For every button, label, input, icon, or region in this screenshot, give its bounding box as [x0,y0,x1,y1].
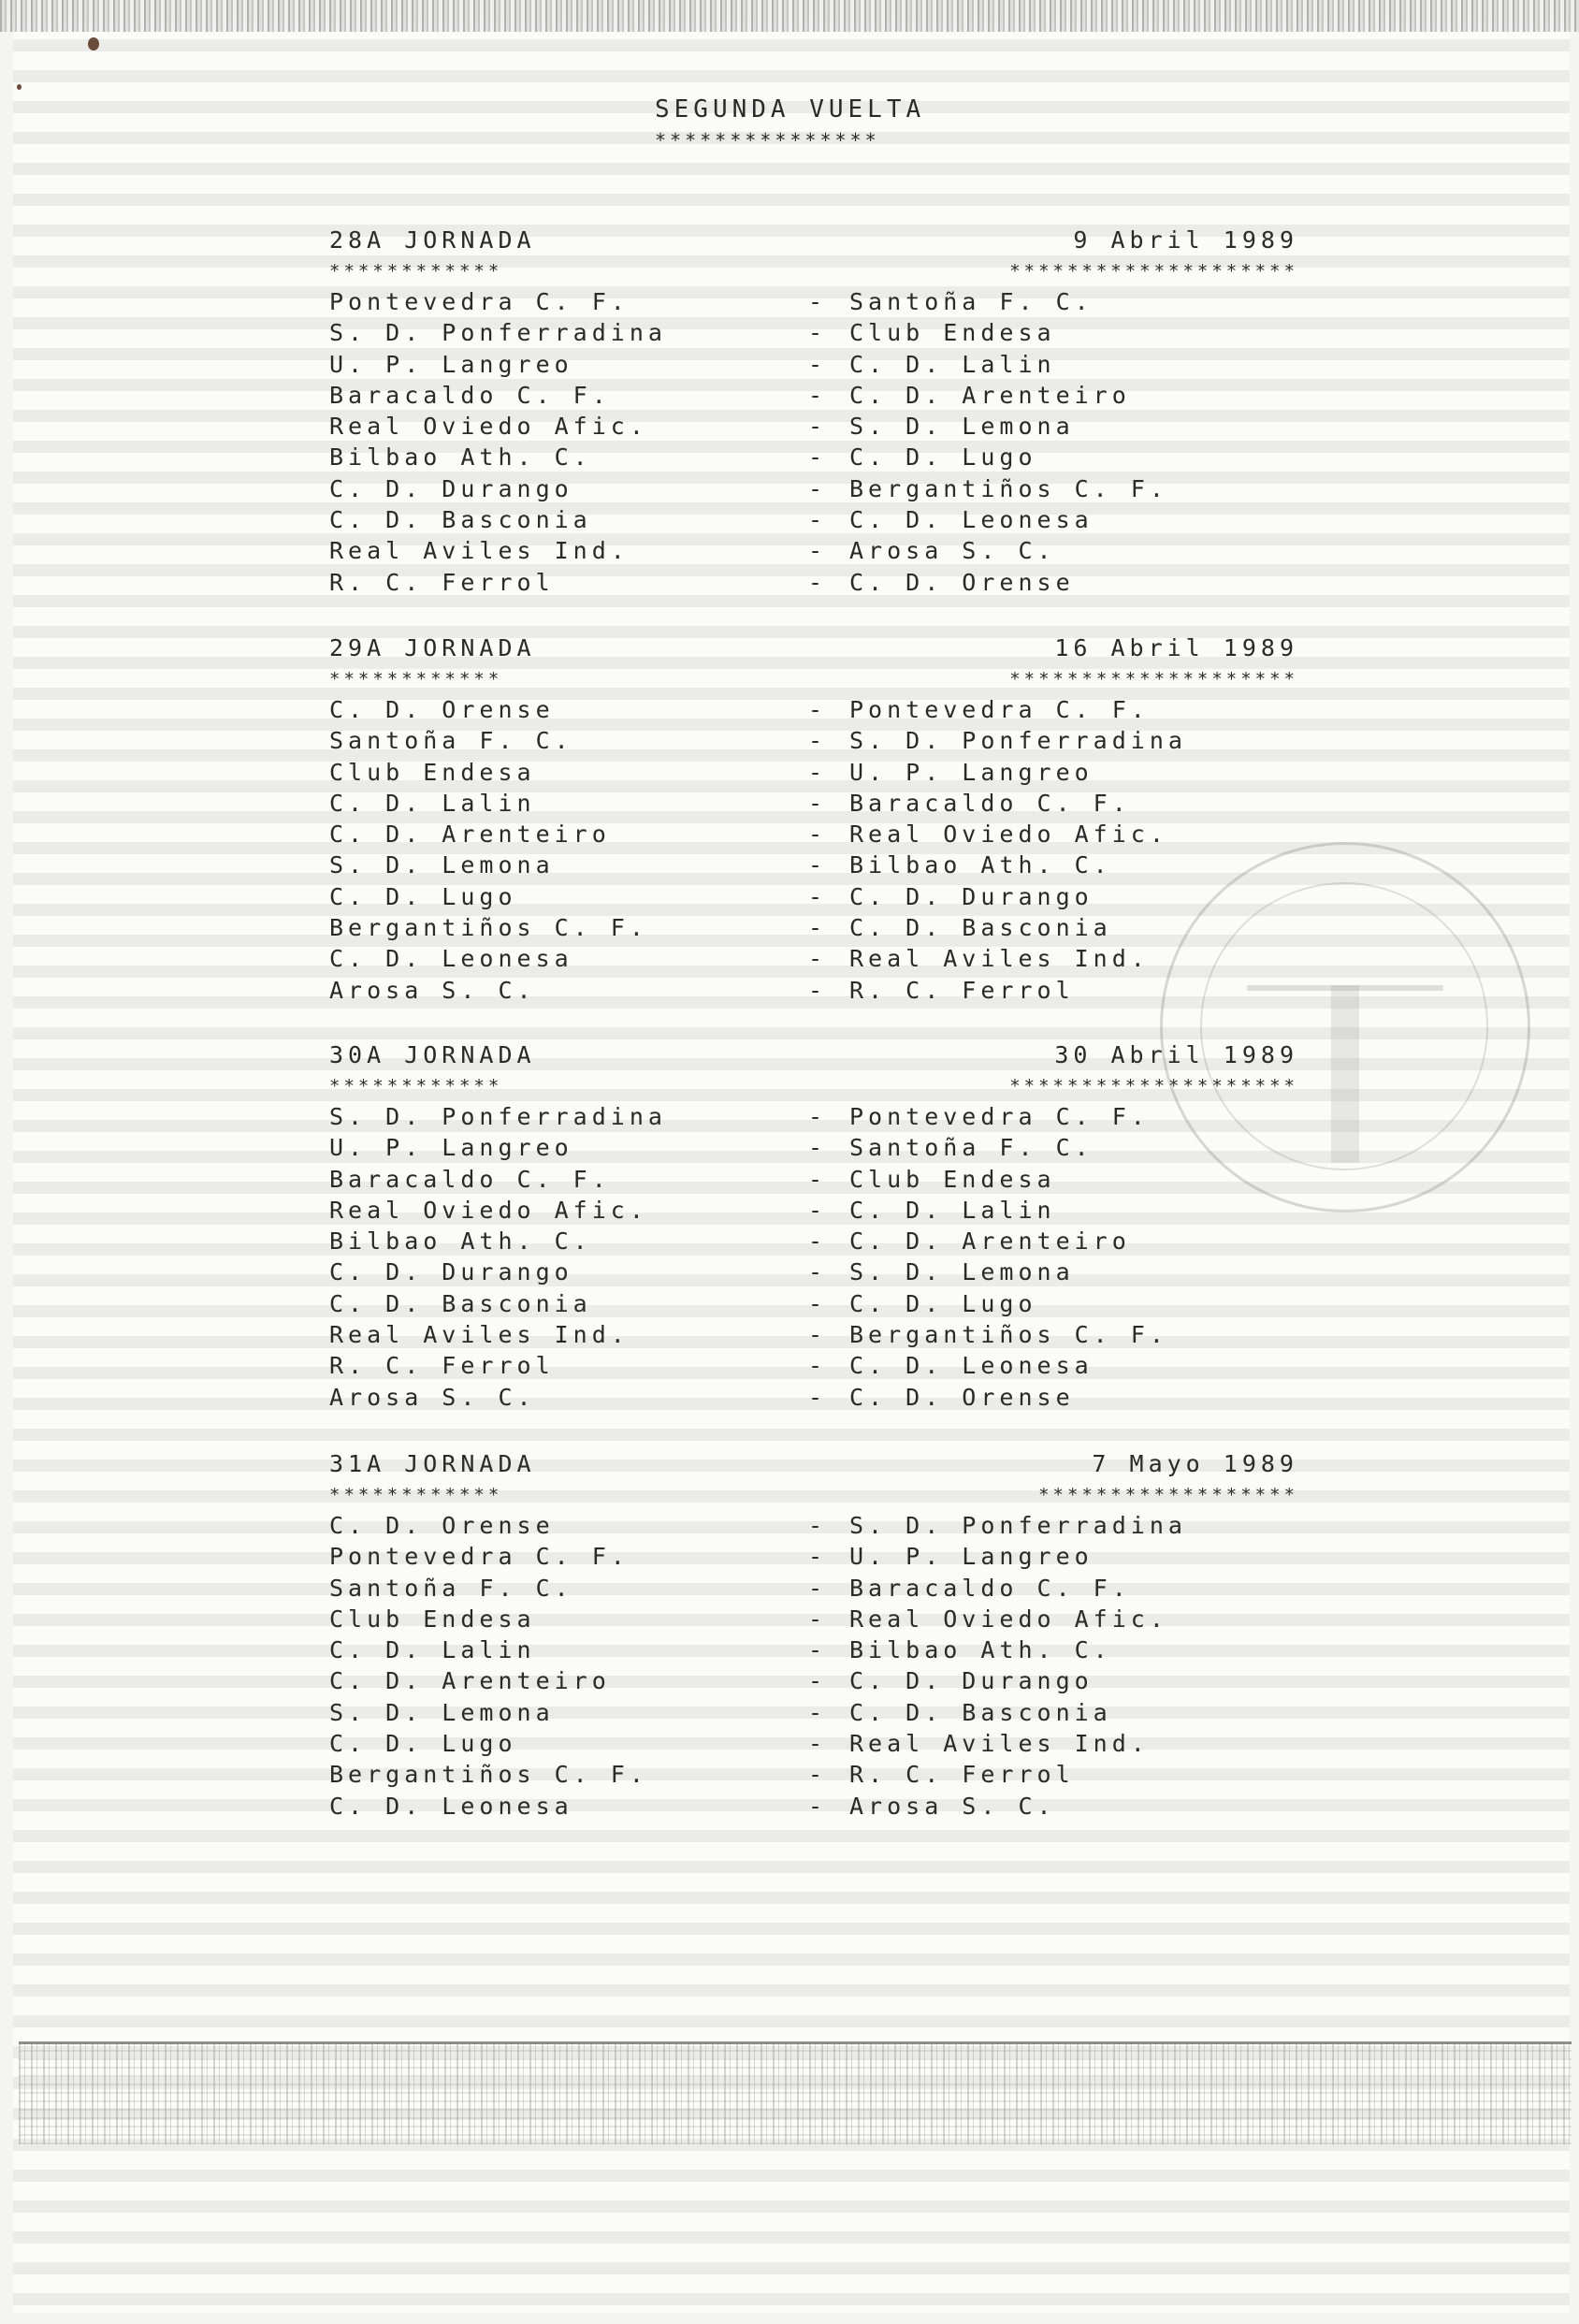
away-team: Real Aviles Ind. [849,1730,1150,1758]
round-label-stars: ************ [329,669,503,690]
round-block [329,225,1298,599]
away-team: Baracaldo C. F. [849,789,1131,817]
match-row [329,1164,1298,1195]
away-team: Pontevedra C. F. [849,1103,1150,1130]
home-team: Bergantiños C. F. [329,914,648,942]
home-team: R. C. Ferrol [329,1352,555,1380]
round-date-stars: ******************** [1009,1076,1298,1097]
away-team: C. D. Durango [849,882,1094,910]
match-separator: - [808,537,828,565]
away-team: C. D. Orense [849,568,1075,596]
round-block [329,1039,1298,1414]
away-team: Real Oviedo Afic. [849,821,1168,849]
match-row [329,850,1298,880]
match-separator: - [808,506,828,534]
match-row [329,442,1298,472]
match-separator: - [808,1512,828,1539]
away-team: Bilbao Ath. C. [849,1636,1112,1664]
match-row [329,912,1298,943]
match-separator: - [808,381,828,409]
home-team: C. D. Lugo [329,1730,517,1758]
match-row [329,1728,1298,1759]
match-row [329,725,1298,756]
match-separator: - [808,568,828,596]
match-separator: - [808,1383,828,1411]
away-team: C. D. Lugo [849,1289,1037,1317]
match-row [329,1604,1298,1634]
away-team: Bilbao Ath. C. [849,851,1112,879]
round-date: 9 Abril 1989 [1073,226,1298,254]
match-separator: - [808,1636,828,1664]
away-team: Santoña F. C. [849,1134,1094,1162]
away-team: C. D. Lalin [849,350,1056,378]
home-team: Real Oviedo Afic. [329,413,648,441]
away-team: C. D. Basconia [849,914,1112,942]
home-team: C. D. Lalin [329,1636,536,1664]
away-team: C. D. Leonesa [849,1352,1094,1380]
round-block [329,632,1298,1007]
paper-stain [88,37,99,51]
match-separator: - [808,945,828,973]
page-title: SEGUNDA VUELTA [655,95,926,123]
match-separator: - [808,1792,828,1820]
round-date: 7 Mayo 1989 [1092,1450,1298,1477]
away-team: Club Endesa [849,1165,1056,1193]
match-row [329,1510,1298,1541]
home-team: C. D. Arenteiro [329,1667,611,1695]
match-separator: - [808,1761,828,1789]
round-label-stars: ************ [329,1076,503,1097]
home-team: C. D. Leonesa [329,1792,573,1820]
away-team: C. D. Lalin [849,1196,1056,1224]
match-separator: - [808,350,828,378]
away-team: C. D. Durango [849,1667,1094,1695]
round-date-stars: ******************** [1009,669,1298,690]
home-team: Real Aviles Ind. [329,537,630,565]
home-team: Baracaldo C. F. [329,381,611,409]
home-team: C. D. Arenteiro [329,821,611,849]
match-row [329,535,1298,566]
away-team: Real Oviedo Afic. [849,1605,1168,1633]
match-row [329,1226,1298,1256]
round-date-stars: ****************** [1038,1485,1298,1505]
match-row [329,943,1298,974]
match-row [329,1319,1298,1350]
match-row [329,1791,1298,1822]
home-team: Arosa S. C. [329,1383,536,1411]
home-team: C. D. Orense [329,1512,555,1539]
scan-noise-bottom [19,2041,1572,2144]
home-team: Bilbao Ath. C. [329,443,592,472]
away-team: S. D. Ponferradina [849,727,1187,755]
match-row [329,881,1298,912]
away-team: C. D. Basconia [849,1698,1112,1726]
match-row [329,1634,1298,1665]
match-row [329,411,1298,442]
away-team: Arosa S. C. [849,1792,1056,1820]
home-team: S. D. Ponferradina [329,319,667,347]
match-separator: - [808,727,828,755]
match-row [329,473,1298,504]
match-separator: - [808,758,828,786]
match-row [329,1195,1298,1226]
away-team: C. D. Leonesa [849,506,1094,534]
away-team: S. D. Lemona [849,413,1075,441]
home-team: R. C. Ferrol [329,568,555,596]
away-team: Bergantiños C. F. [849,474,1168,502]
match-row [329,1288,1298,1319]
match-separator: - [808,443,828,472]
match-row [329,1665,1298,1696]
home-team: Santoña F. C. [329,727,573,755]
home-team: Bergantiños C. F. [329,1761,648,1789]
away-team: C. D. Lugo [849,443,1037,472]
home-team: Santoña F. C. [329,1574,573,1602]
home-team: Baracaldo C. F. [329,1165,611,1193]
home-team: S. D. Lemona [329,1698,555,1726]
match-row [329,317,1298,348]
match-separator: - [808,696,828,723]
match-row [329,757,1298,788]
home-team: C. D. Basconia [329,1289,592,1317]
round-label-stars: ************ [329,1485,503,1505]
match-separator: - [808,1134,828,1162]
away-team: S. D. Ponferradina [849,1512,1187,1539]
away-team: R. C. Ferrol [849,1761,1075,1789]
match-row [329,1132,1298,1163]
match-row [329,1382,1298,1413]
away-team: Real Aviles Ind. [849,945,1150,973]
match-separator: - [808,1574,828,1602]
match-separator: - [808,821,828,849]
match-separator: - [808,1543,828,1571]
away-team: Baracaldo C. F. [849,1574,1131,1602]
home-team: C. D. Lalin [329,789,536,817]
away-team: S. D. Lemona [849,1258,1075,1286]
home-team: S. D. Ponferradina [329,1103,667,1130]
match-separator: - [808,1698,828,1726]
match-separator: - [808,1321,828,1349]
match-separator: - [808,914,828,942]
match-list [329,1101,1298,1413]
scan-edge-top [0,0,1579,32]
match-separator: - [808,976,828,1004]
round-label-stars: ************ [329,261,503,282]
match-separator: - [808,1103,828,1130]
away-team: U. P. Langreo [849,758,1094,786]
match-separator: - [808,288,828,315]
home-team: C. D. Basconia [329,506,592,534]
paper-stain [17,84,22,90]
away-team: C. D. Orense [849,1383,1075,1411]
round-block [329,1448,1298,1823]
match-row [329,286,1298,317]
away-team: R. C. Ferrol [849,976,1075,1004]
match-row [329,1573,1298,1604]
match-row [329,380,1298,411]
match-separator: - [808,1258,828,1286]
match-separator: - [808,1605,828,1633]
away-team: Pontevedra C. F. [849,696,1150,723]
match-separator: - [808,1289,828,1317]
match-row [329,694,1298,725]
match-row [329,1759,1298,1790]
match-separator: - [808,851,828,879]
match-separator: - [808,413,828,441]
away-team: Santoña F. C. [849,288,1094,315]
match-row [329,1256,1298,1287]
match-row [329,567,1298,598]
match-row [329,1697,1298,1728]
round-label: 29A JORNADA [329,634,536,661]
title-underline-stars: *************** [655,129,880,152]
match-list [329,1510,1298,1822]
match-separator: - [808,1165,828,1193]
away-team: Arosa S. C. [849,537,1056,565]
match-row [329,1541,1298,1572]
home-team: C. D. Orense [329,696,555,723]
match-separator: - [808,1227,828,1256]
match-row [329,975,1298,1006]
round-label: 28A JORNADA [329,226,536,254]
away-team: Bergantiños C. F. [849,1321,1168,1349]
match-row [329,349,1298,380]
match-row [329,788,1298,819]
match-separator: - [808,474,828,502]
away-team: C. D. Arenteiro [849,1227,1131,1256]
match-row [329,504,1298,535]
home-team: C. D. Leonesa [329,945,573,973]
round-label: 30A JORNADA [329,1041,536,1068]
match-separator: - [808,1667,828,1695]
match-separator: - [808,1196,828,1224]
home-team: Bilbao Ath. C. [329,1227,592,1256]
match-list [329,286,1298,598]
away-team: U. P. Langreo [849,1543,1094,1571]
match-row [329,1350,1298,1381]
home-team: C. D. Durango [329,1258,573,1286]
match-separator: - [808,789,828,817]
round-date-stars: ******************** [1009,261,1298,282]
home-team: U. P. Langreo [329,350,573,378]
round-date: 16 Abril 1989 [1054,634,1298,661]
home-team: Real Aviles Ind. [329,1321,630,1349]
match-list [329,694,1298,1006]
match-separator: - [808,1730,828,1758]
match-separator: - [808,319,828,347]
round-label: 31A JORNADA [329,1450,536,1477]
match-separator: - [808,882,828,910]
away-team: Club Endesa [849,319,1056,347]
home-team: C. D. Lugo [329,882,517,910]
away-team: C. D. Arenteiro [849,381,1131,409]
round-date: 30 Abril 1989 [1054,1041,1298,1068]
home-team: Pontevedra C. F. [329,288,630,315]
home-team: Club Endesa [329,758,536,786]
match-row [329,1101,1298,1132]
home-team: U. P. Langreo [329,1134,573,1162]
home-team: Real Oviedo Afic. [329,1196,648,1224]
home-team: Pontevedra C. F. [329,1543,630,1571]
home-team: S. D. Lemona [329,851,555,879]
home-team: C. D. Durango [329,474,573,502]
match-row [329,819,1298,850]
match-separator: - [808,1352,828,1380]
home-team: Club Endesa [329,1605,536,1633]
home-team: Arosa S. C. [329,976,536,1004]
